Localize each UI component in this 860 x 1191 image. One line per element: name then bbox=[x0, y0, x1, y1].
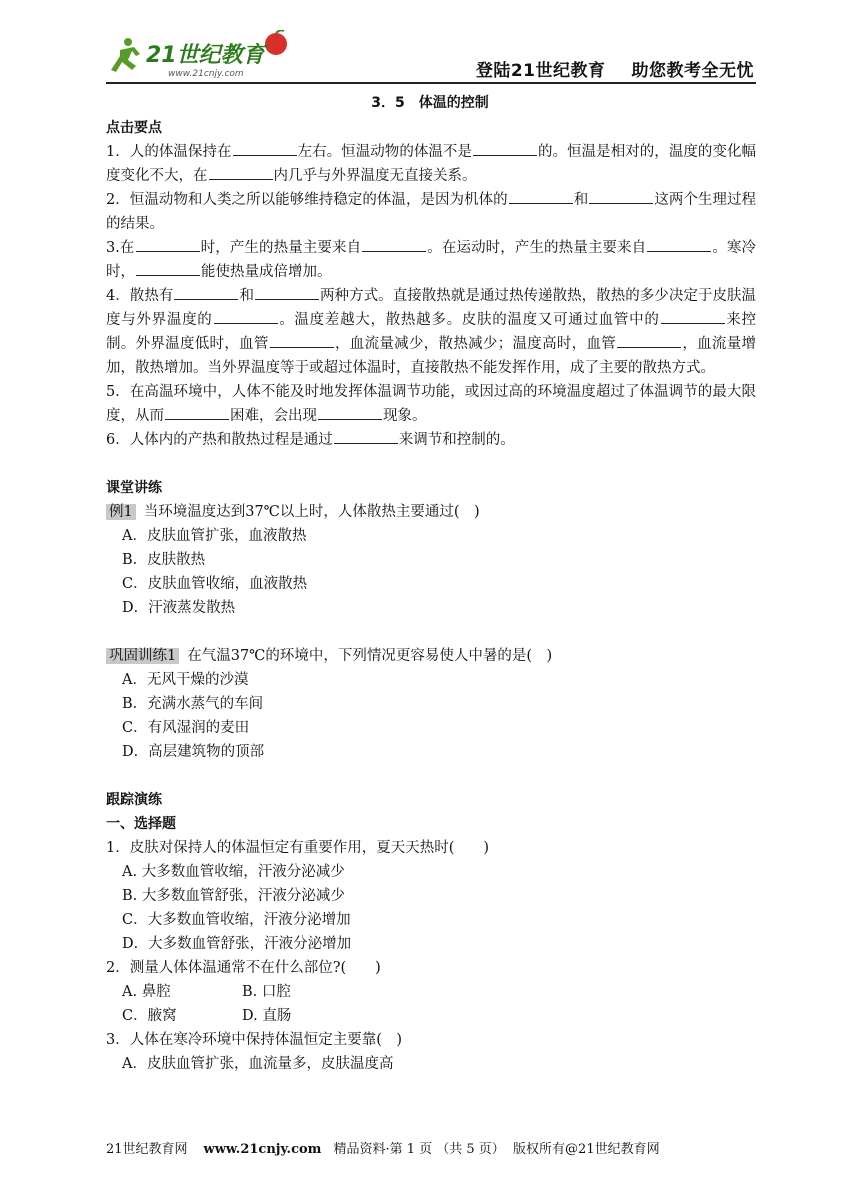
site-logo bbox=[106, 30, 306, 80]
footer-copyright: 版权所有@21世纪教育网 bbox=[513, 1142, 660, 1157]
point-item-2: 2．恒温动物和人类之所以能够维持稳定的体温，是因为机体的 和 这两个生理过程 的结果。 bbox=[106, 188, 756, 236]
example-question: 例1 当环境温度达到37℃以上时，人体散热主要通过( ) bbox=[106, 500, 756, 524]
option-item: B．充满水蒸气的车间 bbox=[122, 696, 264, 712]
option-item: A. 大多数血管收缩，汗液分泌减少 bbox=[122, 864, 345, 880]
point-item-5: 5．在高温环境中，人体不能及时地发挥体温调节功能，或因过高的环境温度超过了体温调节的最大限度，从而 困难，会出现 现象。 bbox=[106, 384, 756, 424]
practice-tag: 巩固训练1 bbox=[106, 648, 179, 664]
point-item-1: 1．人的体温保持在 左右。恒温动物的体温不是 的。恒温是相对的，温度的变化幅度变化不大，在 内几乎与外界温度无直接关系。 bbox=[106, 140, 756, 188]
question-3: 3．人体在寒冷环境中保持体温恒定主要靠( ) bbox=[106, 1032, 403, 1048]
point-item-6: 6．人体内的产热和散热过程是通过 来调节和控制的。 bbox=[106, 428, 756, 452]
option-item: A．无风干燥的沙漠 bbox=[122, 672, 249, 688]
slogan-right: 助您教考全无忧 bbox=[631, 61, 754, 81]
option-item: C．有风湿润的麦田 bbox=[122, 720, 250, 736]
main-content bbox=[106, 116, 771, 1076]
point-item-4: 4．散热有 和 两种方式。直接散热就是通过热传递散热，散热的多少决定于皮肤温度与外界温度的 。温度差越大，散热越多。皮肤的温度又可通过血管中的 来控制。外界温度低时，血管 ，血流量减少，散热减少；温度高时，血管 ，血流量增加，散热增加。当外界温度等于或超过体温时，直接散热不能发挥作用，成了主要的散热方式。 bbox=[106, 284, 756, 380]
option-item: A．皮肤血管扩张，血流量多，皮肤温度高 bbox=[122, 1056, 394, 1072]
point-item-3: 3.在 时，产生的热量主要来自 。在运动时，产生的热量主要来自 。寒冷时， 能使热量成倍增加。 bbox=[106, 236, 756, 284]
section-heading: 跟踪演练 bbox=[106, 792, 162, 808]
logo-url: www.21cnjy.com bbox=[168, 69, 244, 79]
header-slogan bbox=[476, 56, 754, 81]
page-footer bbox=[106, 1138, 756, 1157]
option-row: C．腋窝 D. 直肠 bbox=[122, 1008, 292, 1024]
question-1: 1．皮肤对保持人的体温恒定有重要作用，夏天天热时( ) bbox=[106, 840, 490, 856]
footer-url[interactable]: www.21cnjy.com bbox=[203, 1142, 322, 1157]
page-header bbox=[106, 30, 756, 82]
question-2: 2．测量人体体温通常不在什么部位?( ) bbox=[106, 960, 381, 976]
section-heading: 点击要点 bbox=[106, 120, 162, 136]
option-item: A．皮肤血管扩张，血液散热 bbox=[122, 528, 307, 544]
section-heading: 课堂讲练 bbox=[106, 480, 162, 496]
option-item: D．大多数血管舒张，汗液分泌增加 bbox=[122, 936, 352, 952]
slogan-left: 登陆21世纪教育 bbox=[475, 61, 606, 81]
option-item: B. 大多数血管舒张，汗液分泌减少 bbox=[122, 888, 345, 904]
example-tag: 例1 bbox=[106, 504, 136, 520]
header-divider bbox=[106, 82, 756, 84]
option-item: C．大多数血管收缩，汗液分泌增加 bbox=[122, 912, 351, 928]
option-row: A. 鼻腔 B. 口腔 bbox=[122, 984, 291, 1000]
option-item: B．皮肤散热 bbox=[122, 552, 206, 568]
option-item: D．高层建筑物的顶部 bbox=[122, 744, 265, 760]
practice-question: 巩固训练1 在气温37℃的环境中，下列情况更容易使人中暑的是( ) bbox=[106, 644, 756, 668]
subsection-heading: 一、选择题 bbox=[106, 816, 176, 832]
page-title: 3．5 体温的控制 bbox=[371, 95, 489, 111]
footer-site: 21世纪教育网 bbox=[106, 1142, 188, 1157]
option-item: C．皮肤血管收缩，血液散热 bbox=[122, 576, 308, 592]
logo-text: 21世纪教育 bbox=[146, 43, 265, 68]
option-item: D．汗液蒸发散热 bbox=[122, 600, 236, 616]
footer-page-info: 精品资料·第 1 页 （共 5 页） bbox=[333, 1142, 505, 1157]
